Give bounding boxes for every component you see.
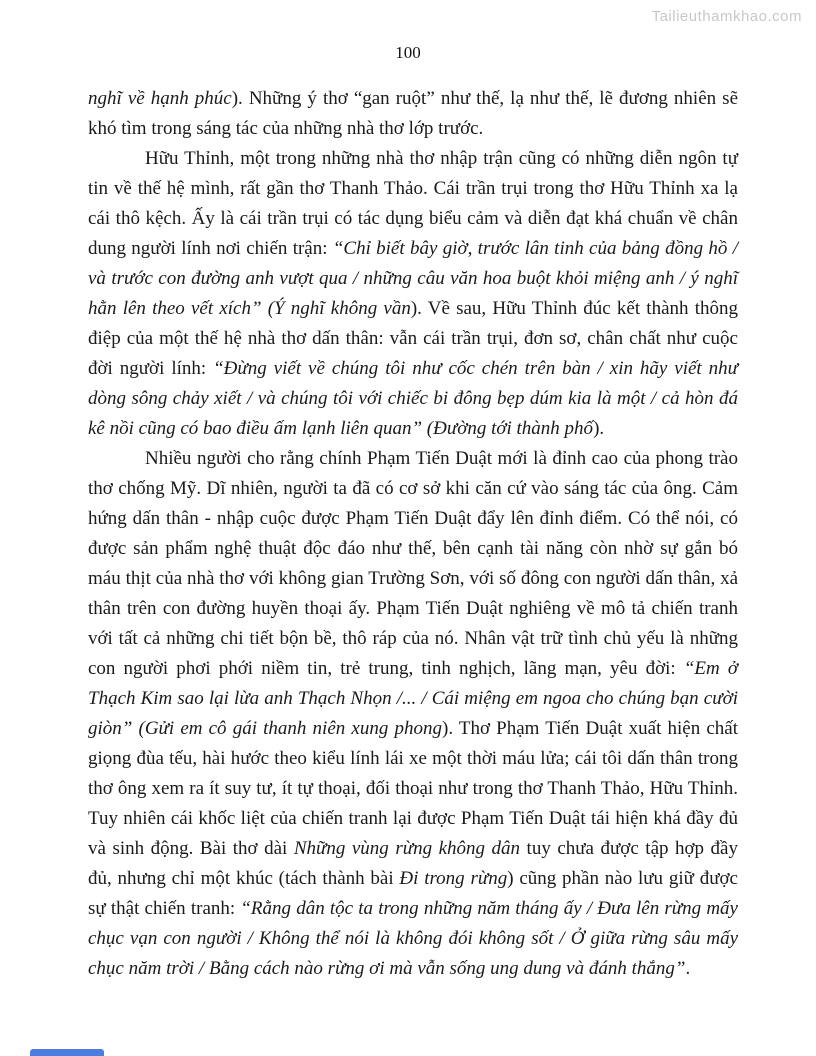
- paragraph: [88, 84, 738, 144]
- page-number: 100: [395, 43, 421, 62]
- text-segment: ) cũng phần nào lưu giữ được sự thật chiến tranh:: [88, 868, 738, 919]
- text-segment: Nhiều người cho rằng chính Phạm Tiến Duật mới là đỉnh cao của phong trào thơ chống Mỹ. Dĩ nhiên, người ta đã có cơ sở khi căn cứ vào sáng tác của ông. Cảm hứng dấn thân - nhập cuộc được Phạm Tiến Duật đẩy lên đỉnh điểm. Có thể nói, có được sản phẩm nghệ thuật độc đáo như thế, bên cạnh tài năng còn nhờ sự gắn bó máu thịt của nhà thơ với không gian Trường Sơn, với số đông con người dấn thân, xả thân trên con đường huyền thoại ấy. Phạm Tiến Duật nghiêng về mô tả chiến tranh với tất cả những chi tiết bộn bề, thô ráp của nó. Nhân vật trữ tình chủ yếu là những con người phơi phới niềm tin, trẻ trung, tinh nghịch, lãng mạn, yêu đời:: [88, 448, 738, 679]
- text-segment: tuy chưa được tập hợp đầy đủ, nhưng chỉ một khúc (tách thành bài: [88, 838, 738, 889]
- italic-text-segment: nghĩ về hạnh phúc: [88, 88, 232, 109]
- paragraph: [88, 144, 738, 444]
- text-segment: Hữu Thỉnh, một trong những nhà thơ nhập trận cũng có những diễn ngôn tự tin về thế hệ mình, rất gần thơ Thanh Thảo. Cái trần trụi trong thơ Hữu Thỉnh xa lạ cái thô kệch. Ấy là cái trần trụi có tác dụng biểu cảm và diễn đạt khá chuẩn về chân dung người lính nơi chiến trận:: [88, 148, 738, 259]
- text-segment: ). Những ý thơ “gan ruột” như thế, lạ như thế, lẽ đương nhiên sẽ khó tìm trong sáng tác của những nhà thơ lớp trước.: [88, 88, 739, 139]
- italic-text-segment: Đi trong rừng: [399, 868, 508, 889]
- text-segment: ).: [593, 418, 605, 439]
- italic-text-segment: “Em ở Thạch Kim sao lại lừa anh Thạch Nhọn /... / Cái miệng em ngoa cho chúng bạn cười giòn” (Gửi em cô gái thanh niên xung phong: [88, 658, 738, 739]
- text-segment: ). Về sau, Hữu Thỉnh đúc kết thành thông điệp của một thế hệ nhà thơ dấn thân: vẫn cái trần trụi, đơn sơ, chân chất như cuộc đời người lính:: [88, 298, 738, 379]
- italic-text-segment: “Đừng viết về chúng tôi như cốc chén trên bàn / xin hãy viết như dòng sông chảy xiết / và chúng tôi với chiếc bi đông bẹp dúm kia là một / cả hòn đá kê nồi cũng có bao điều ấm lạnh liên quan” (Đường tới thành phố: [88, 358, 738, 439]
- text-segment: ). Thơ Phạm Tiến Duật xuất hiện chất giọng đùa tếu, hài hước theo kiểu lính lái xe một thời máu lửa; cái tôi dấn thân trong thơ ông xem ra ít suy tư, ít tự thoại, đối thoại như trong thơ Thanh Thảo, Hữu Thỉnh. Tuy nhiên cái khốc liệt của chiến tranh lại được Phạm Tiến Duật tái hiện khá đầy đủ và sinh động. Bài thơ dài: [88, 718, 738, 859]
- paragraph: [88, 444, 738, 984]
- italic-text-segment: “Chỉ biết bây giờ, trước lân tinh của bảng đồng hồ / và trước con đường anh vượt qua / những câu văn hoa buột khỏi miệng anh / ý nghĩ hằn lên theo vết xích” (Ý nghĩ không vần: [88, 238, 738, 319]
- italic-text-segment: Những vùng rừng không dân: [293, 838, 521, 859]
- watermark: Tailieuthamkhao.com: [651, 8, 802, 25]
- text-segment: .: [685, 958, 691, 979]
- footer-link-bar: [30, 1049, 104, 1056]
- italic-text-segment: “Rằng dân tộc ta trong những năm tháng ấy / Đưa lên rừng mấy chục vạn con người / Không thể nói là không đói không sốt / Ở giữa rừng sâu mấy chục năm trời / Bằng cách nào rừng ơi mà vẫn sống ung dung và đánh thắng”: [88, 898, 738, 979]
- document-body: [88, 84, 738, 984]
